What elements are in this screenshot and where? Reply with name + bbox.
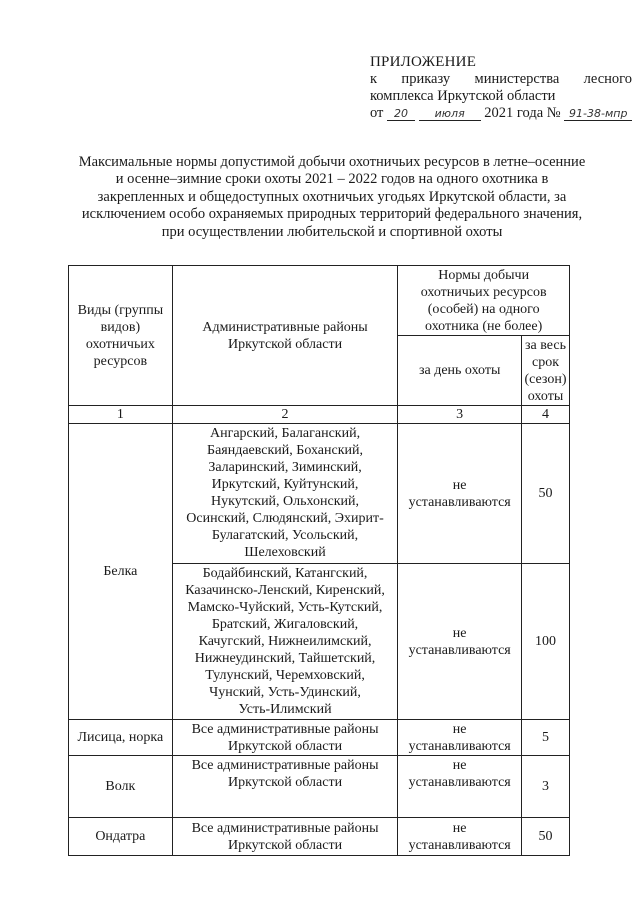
header-species: Виды (группы видов) охотничьих ресурсов: [69, 266, 173, 406]
heading-line: исключением особо охраняемых природных территорий федерального значения,: [81, 206, 583, 223]
species-muskrat: Ондатра: [69, 818, 173, 856]
heading-line: и осенне–зимние сроки охоты 2021 – 2022 годов на одного охотника в: [115, 171, 549, 188]
fox-mink-per-season: 5: [522, 720, 570, 756]
wolf-districts: Все административные районы Иркутской области: [172, 756, 398, 818]
header-norms: Нормы добычи охотничьих ресурсов (особей) на одного охотника (не более): [398, 266, 570, 336]
table-row: [69, 424, 570, 564]
appendix-title: ПРИЛОЖЕНИЕ: [370, 54, 477, 70]
species-wolf: Волк: [69, 756, 173, 818]
header-districts: Административные районы Иркутской области: [172, 266, 398, 406]
muskrat-districts: Все административные районы Иркутской области: [172, 818, 398, 856]
appendix-line-1: к приказу министерства лесного: [370, 71, 632, 87]
header-per-season: за весь срок (сезон) охоты: [522, 336, 570, 406]
species-fox-mink: Лисица, норка: [69, 720, 173, 756]
fox-mink-per-day: не устанавливаются: [398, 720, 522, 756]
table-row: [69, 756, 570, 818]
column-number: 4: [522, 406, 570, 424]
squirrel-group2-districts: Бодайбинский, Катангский, Казачинско-Ленский, Киренский, Мамско-Чуйский, Усть-Кутский, Братский, Жигаловский, Качугский, Нижнеилимский, Нижнеудинский, Тайшетский, Тулунский, Черемховский, Чунский, Усть-Удинский, Усть-Илимский: [172, 564, 398, 720]
handwritten-month: июля: [419, 107, 481, 121]
table-row: [69, 720, 570, 756]
heading-line: закрепленных и общедоступных охотничьих угодьях Иркутской области, за: [97, 188, 567, 205]
column-number-row: [69, 406, 570, 424]
column-number: 3: [398, 406, 522, 424]
wolf-per-day: не устанавливаются: [398, 756, 522, 818]
hunting-norms-table: [68, 265, 570, 856]
wolf-per-season: 3: [522, 756, 570, 818]
heading-line: Максимальные нормы допустимой добычи охотничьих ресурсов в летне–осенние: [78, 154, 586, 170]
table-header-row: [69, 266, 570, 336]
column-number: 1: [69, 406, 173, 424]
handwritten-order-number: 91-38-мпр: [564, 107, 632, 121]
appendix-from-label: от: [370, 105, 384, 121]
muskrat-per-day: не устанавливаются: [398, 818, 522, 856]
header-per-day: за день охоты: [398, 336, 522, 406]
handwritten-day: 20: [387, 107, 415, 121]
heading-line: при осуществлении любительской и спортивной охоты: [161, 223, 503, 240]
squirrel-group1-districts: Ангарский, Балаганский, Баяндаевский, Боханский, Заларинский, Зиминский, Иркутский, Куйтунский, Нукутский, Ольхонский, Осинский, Слюдянский, Эхирит- Булагатский, Усольский, Шелеховский: [172, 424, 398, 564]
document-heading: [62, 154, 602, 241]
appendix-line-2: комплекса Иркутской области: [370, 88, 556, 104]
squirrel-group2-per-day: не устанавливаются: [398, 564, 522, 720]
appendix-block: [370, 54, 632, 122]
column-number: 2: [172, 406, 398, 424]
appendix-date-line: [370, 105, 632, 122]
table-row: [69, 818, 570, 856]
muskrat-per-season: 50: [522, 818, 570, 856]
squirrel-group1-per-season: 50: [522, 424, 570, 564]
squirrel-group1-per-day: не устанавливаются: [398, 424, 522, 564]
squirrel-group2-per-season: 100: [522, 564, 570, 720]
fox-mink-districts: Все административные районы Иркутской области: [172, 720, 398, 756]
appendix-year-label: 2021 года №: [484, 105, 561, 121]
species-squirrel: Белка: [69, 424, 173, 720]
